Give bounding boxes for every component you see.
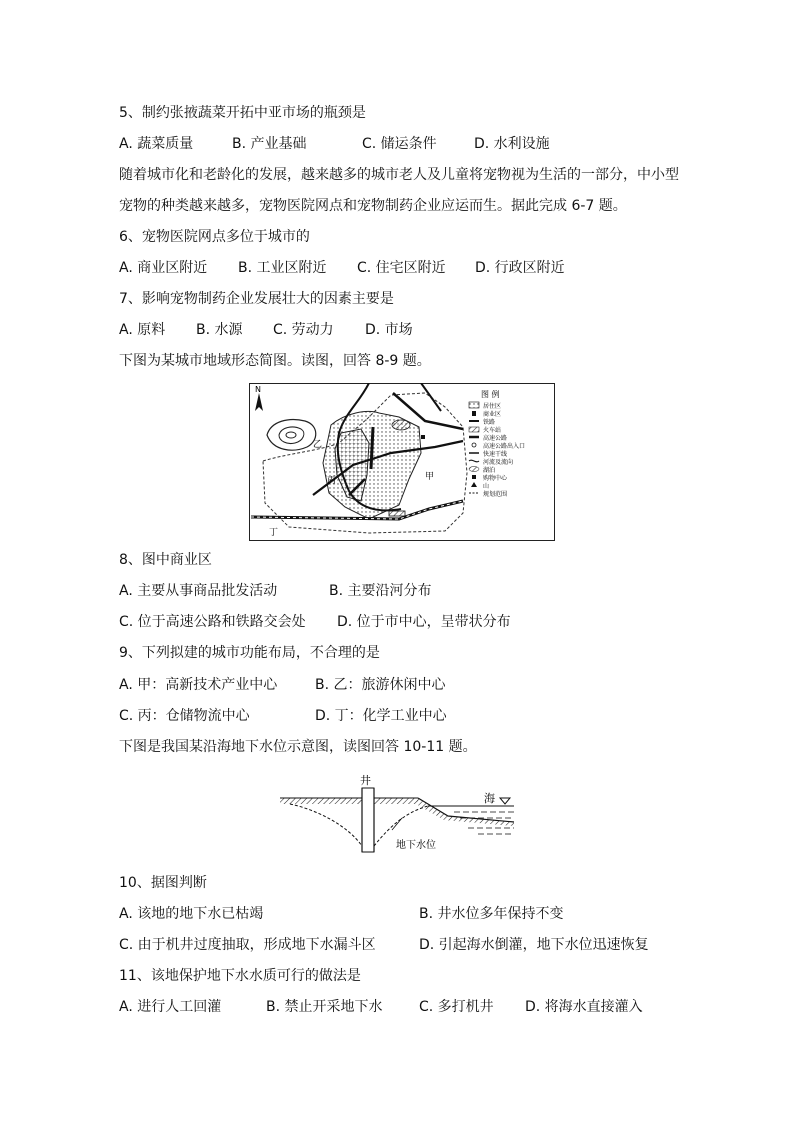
ground-right — [374, 798, 418, 804]
q5-stem: 5、制约张掖蔬菜开拓中亚市场的瓶颈是 — [119, 105, 366, 121]
q6-option-b: B. 工业区附近 — [238, 260, 327, 276]
intro-6-7-line2: 宠物的种类越来越多，宠物医院网点和宠物制药企业应运而生。据此完成 6-7 题。 — [119, 198, 627, 214]
q7-option-c: C. 劳动力 — [273, 322, 334, 338]
label-ding: 丁 — [269, 528, 279, 538]
train-station — [389, 511, 405, 516]
legend-item: 河流及流向 — [483, 459, 514, 466]
q7-option-a: A. 原料 — [119, 322, 166, 338]
legend-item: 居住区 — [483, 403, 502, 410]
label-jia: 甲 — [425, 472, 435, 482]
q7-option-b: B. 水源 — [196, 322, 243, 338]
groundwater-label: 地下水位 — [396, 840, 436, 851]
legend-item: 高速公路 — [483, 435, 508, 442]
q10-option-c: C. 由于机井过度抽取，形成地下水漏斗区 — [119, 937, 376, 953]
q8-option-d: D. 位于市中心，呈带状分布 — [337, 614, 511, 630]
q6-stem: 6、宠物医院网点多位于城市的 — [119, 229, 310, 245]
q8-stem: 8、图中商业区 — [119, 552, 212, 568]
q6-option-a: A. 商业区附近 — [119, 260, 208, 276]
legend-item: 火车站 — [483, 427, 502, 434]
q10-option-a: A. 该地的地下水已枯竭 — [119, 906, 264, 922]
legend-item: 商业区 — [483, 411, 502, 418]
q5-option-b: B. 产业基础 — [232, 136, 307, 152]
label-yi: 乙 — [313, 440, 323, 450]
q11-option-d: D. 将海水直接灌入 — [525, 999, 643, 1015]
q9-option-a: A. 甲：高新技术产业中心 — [119, 677, 278, 693]
legend-item: 山 — [483, 483, 490, 490]
shopping-center-marker — [421, 435, 425, 439]
legend-item: 规划范围 — [483, 491, 508, 498]
sea-label: 海 — [484, 792, 495, 805]
q9-option-d: D. 丁：化学工业中心 — [315, 708, 447, 724]
q11-option-a: A. 进行人工回灌 — [119, 999, 222, 1015]
expressway-2 — [371, 427, 373, 469]
legend-item: 购物中心 — [483, 475, 508, 482]
q7-stem: 7、影响宠物制药企业发展壮大的因素主要是 — [119, 291, 394, 307]
intro-10-11: 下图是我国某沿海地下水位示意图，读图回答 10-11 题。 — [119, 739, 477, 755]
q11-option-b: B. 禁止开采地下水 — [266, 999, 383, 1015]
q10-stem: 10、据图判断 — [119, 875, 207, 891]
north-label: N — [255, 385, 261, 394]
intro-6-7-line1: 随着城市化和老龄化的发展，越来越多的城市老人及儿童将宠物视为生活的一部分，中小型 — [119, 167, 679, 183]
ground-left — [280, 798, 362, 804]
groundwater-curve-left — [290, 804, 362, 846]
q7-option-d: D. 市场 — [365, 322, 413, 338]
lake — [392, 420, 410, 430]
city-map-figure — [249, 383, 555, 541]
q6-option-d: D. 行政区附近 — [475, 260, 565, 276]
q8-option-b: B. 主要沿河分布 — [329, 583, 432, 599]
q10-option-b: B. 井水位多年保持不变 — [419, 906, 564, 922]
q11-option-c: C. 多打机井 — [419, 999, 494, 1015]
q11-stem: 11、该地保护地下水水质可行的做法是 — [119, 968, 361, 984]
well-label: 井 — [360, 774, 371, 787]
legend-item: 快速干线 — [483, 451, 508, 458]
q9-stem: 9、下列拟建的城市功能布局，不合理的是 — [119, 645, 380, 661]
q5-option-a: A. 蔬菜质量 — [119, 136, 194, 152]
q6-option-c: C. 住宅区附近 — [357, 260, 446, 276]
legend-item: 湖泊 — [483, 467, 496, 474]
q5-option-d: D. 水利设施 — [474, 136, 550, 152]
intro-8-9: 下图为某城市地域形态简图。读图，回答 8-9 题。 — [119, 353, 431, 369]
q10-option-d: D. 引起海水倒灌，地下水位迅速恢复 — [419, 937, 649, 953]
legend-item: 铁路 — [483, 419, 496, 426]
q5-option-c: C. 储运条件 — [362, 136, 437, 152]
q8-option-c: C. 位于高速公路和铁路交会处 — [119, 614, 306, 630]
well-shaft — [362, 788, 374, 852]
q8-option-a: A. 主要从事商品批发活动 — [119, 583, 278, 599]
label-bing: 丙 — [327, 476, 337, 486]
legend-title: 图 例 — [481, 390, 500, 399]
groundwater-figure — [278, 770, 518, 860]
legend-item: 高速公路出入口 — [483, 443, 526, 450]
water-level-icon — [500, 798, 510, 804]
q9-option-c: C. 丙：仓储物流中心 — [119, 708, 250, 724]
q9-option-b: B. 乙：旅游休闲中心 — [315, 677, 446, 693]
